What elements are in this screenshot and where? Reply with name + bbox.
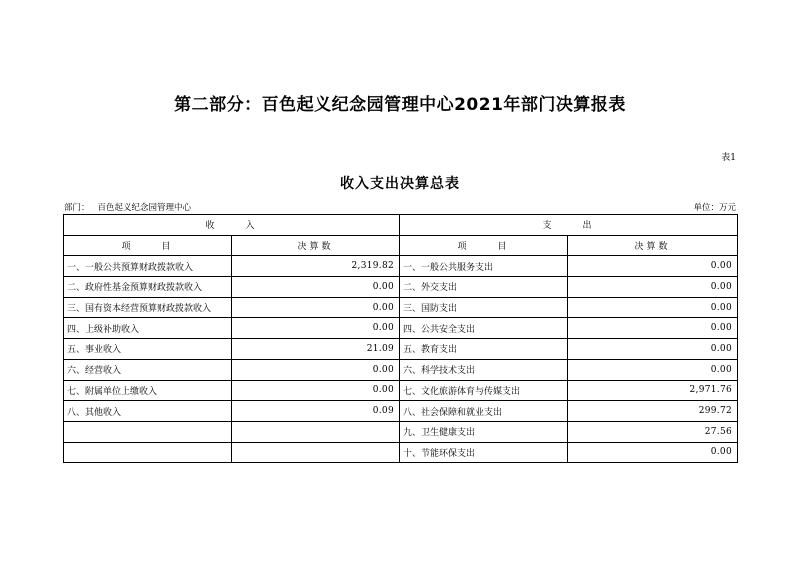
income-item: 六、经营收入 [64, 359, 232, 380]
department-name: 百色起义纪念园管理中心 [97, 203, 192, 213]
department-label: 部门： [64, 203, 90, 213]
table-row [64, 442, 738, 463]
expense-item: 一、一般公共服务支出 [400, 256, 568, 277]
expense-amount: 0.00 [568, 339, 738, 360]
table-row [64, 297, 738, 318]
expense-amount: 2,971.76 [568, 380, 738, 401]
income-item: 二、政府性基金预算财政拨款收入 [64, 277, 232, 298]
table-row [64, 339, 738, 360]
income-amount [232, 442, 400, 463]
expense-amount: 0.00 [568, 359, 738, 380]
expense-amount-header: 决算数 [568, 235, 738, 256]
expense-amount: 27.56 [568, 421, 738, 442]
table-row [64, 380, 738, 401]
table-row [64, 421, 738, 442]
income-item-header: 项 目 [64, 235, 232, 256]
income-item: 四、上级补助收入 [64, 318, 232, 339]
expense-section-header: 支 出 [400, 215, 738, 236]
expense-amount: 0.00 [568, 318, 738, 339]
income-amount-header: 决算数 [232, 235, 400, 256]
expense-amount: 0.00 [568, 297, 738, 318]
table-row [64, 359, 738, 380]
expense-item: 七、文化旅游体育与传媒支出 [400, 380, 568, 401]
income-amount: 2,319.82 [232, 256, 400, 277]
document-title: 第二部分：百色起义纪念园管理中心2021年部门决算报表 [174, 95, 626, 115]
income-amount [232, 421, 400, 442]
column-header-row [64, 235, 738, 256]
table-row [64, 277, 738, 298]
income-amount: 0.00 [232, 380, 400, 401]
income-amount: 0.00 [232, 297, 400, 318]
expense-item: 十、节能环保支出 [400, 442, 568, 463]
expense-item-header: 项 目 [400, 235, 568, 256]
income-item: 一、一般公共预算财政拨款收入 [64, 256, 232, 277]
expense-item: 六、科学技术支出 [400, 359, 568, 380]
department-info [64, 201, 191, 213]
section-header-row [64, 215, 738, 236]
income-item: 七、附属单位上缴收入 [64, 380, 232, 401]
income-amount: 0.00 [232, 359, 400, 380]
expense-amount: 0.00 [568, 256, 738, 277]
expense-item: 九、卫生健康支出 [400, 421, 568, 442]
unit-label: 单位：万元 [693, 203, 736, 213]
income-expense-table [63, 214, 738, 463]
income-section-header: 收 入 [64, 215, 400, 236]
expense-amount: 0.00 [568, 277, 738, 298]
income-item: 八、其他收入 [64, 401, 232, 422]
expense-amount: 0.00 [568, 442, 738, 463]
expense-item: 四、公共安全支出 [400, 318, 568, 339]
expense-item: 八、社会保障和就业支出 [400, 401, 568, 422]
income-item [64, 421, 232, 442]
table-number: 表1 [721, 153, 736, 163]
table-title: 收入支出决算总表 [340, 176, 460, 192]
expense-item: 三、国防支出 [400, 297, 568, 318]
expense-item: 二、外交支出 [400, 277, 568, 298]
income-item [64, 442, 232, 463]
income-amount: 0.00 [232, 277, 400, 298]
income-amount: 0.09 [232, 401, 400, 422]
income-amount: 0.00 [232, 318, 400, 339]
income-item: 三、国有资本经营预算财政拨款收入 [64, 297, 232, 318]
expense-amount: 299.72 [568, 401, 738, 422]
income-item: 五、事业收入 [64, 339, 232, 360]
table-row [64, 318, 738, 339]
income-amount: 21.09 [232, 339, 400, 360]
table-row [64, 256, 738, 277]
table-row [64, 401, 738, 422]
expense-item: 五、教育支出 [400, 339, 568, 360]
